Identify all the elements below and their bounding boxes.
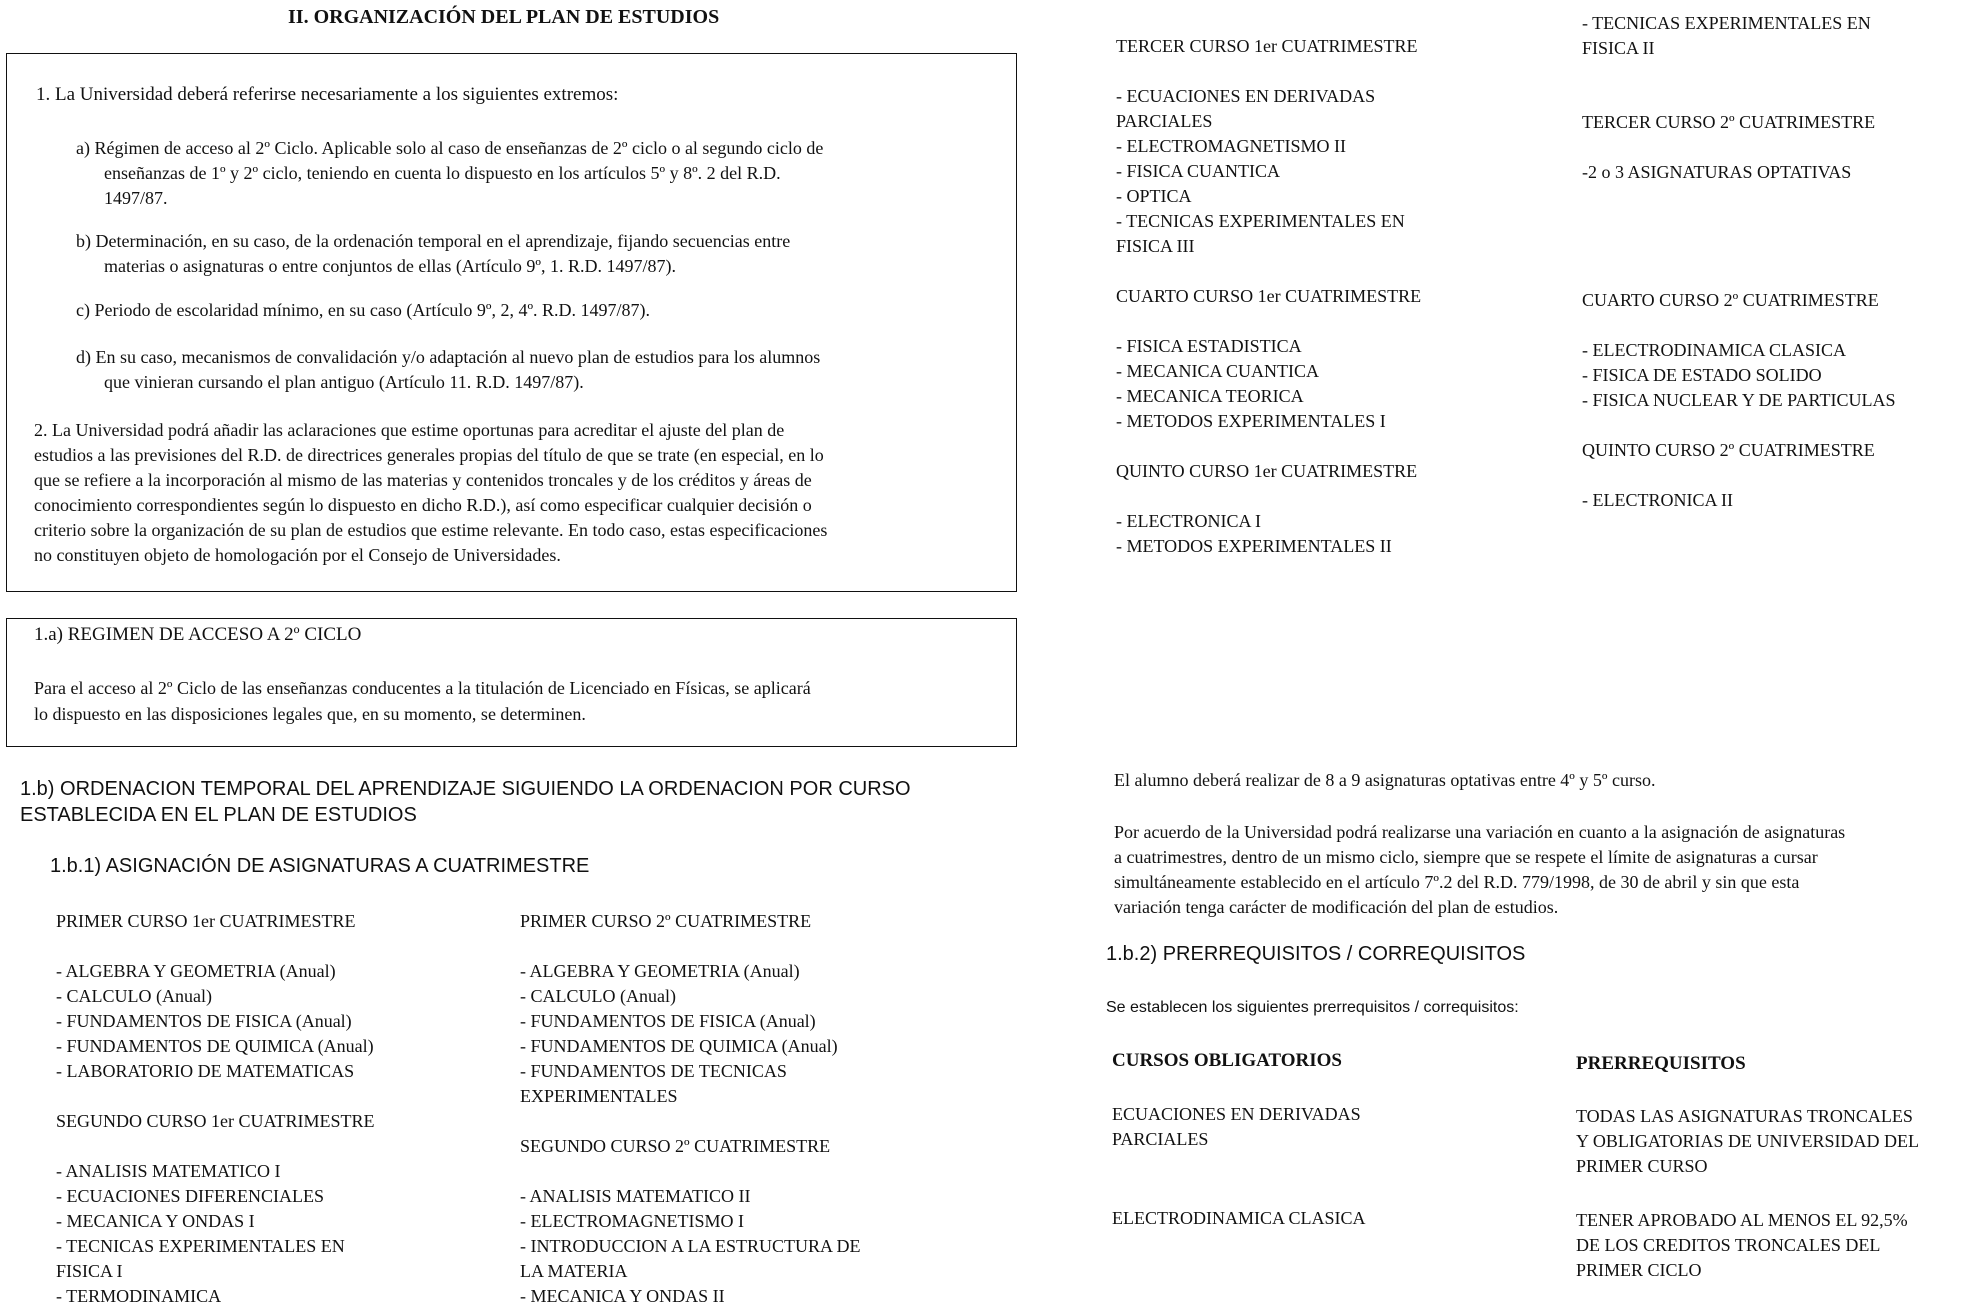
- prereq-req-line: DE LOS CREDITOS TRONCALES DEL: [1576, 1235, 1881, 1255]
- prerrequisitos-heading: 1.b.2) PRERREQUISITOS / CORREQUISITOS: [1106, 943, 1526, 965]
- course-subject: - MECANICA Y ONDAS I: [56, 1211, 255, 1231]
- instruction-item-2-line: 2. La Universidad podrá añadir las aclaraciones que estime oportunas para acreditar el ajuste del plan de: [34, 420, 785, 440]
- course-subject: PARCIALES: [1116, 111, 1213, 131]
- course-subject: - ECUACIONES EN DERIVADAS: [1116, 86, 1376, 106]
- course-heading: TERCER CURSO 2º CUATRIMESTRE: [1582, 112, 1876, 132]
- access-regime-heading: 1.a) REGIMEN DE ACCESO A 2º CICLO: [34, 624, 362, 645]
- acuerdo-paragraph: [1114, 820, 1845, 920]
- access-regime-line: Para el acceso al 2º Ciclo de las enseñanzas conducentes a la titulación de Licenciado en Físicas, se aplicará: [34, 678, 811, 698]
- prereq-req-line: TODAS LAS ASIGNATURAS TRONCALES: [1576, 1106, 1913, 1126]
- course-heading: PRIMER CURSO 2º CUATRIMESTRE: [520, 911, 812, 931]
- instruction-item-2: [34, 418, 827, 568]
- course-subject: - FISICA DE ESTADO SOLIDO: [1582, 365, 1822, 385]
- course-subject: - ALGEBRA Y GEOMETRIA (Anual): [56, 961, 336, 981]
- course-subject: - FUNDAMENTOS DE QUIMICA (Anual): [520, 1036, 838, 1056]
- instruction-a-line: a) Régimen de acceso al 2º Ciclo. Aplicable solo al caso de enseñanzas de 2º ciclo o al segundo ciclo de: [76, 138, 824, 158]
- instruction-d-line: que vinieran cursando el plan antiguo (Artículo 11. R.D. 1497/87).: [104, 372, 584, 392]
- course-heading: PRIMER CURSO 1er CUATRIMESTRE: [56, 911, 356, 931]
- course-subject: FISICA II: [1582, 38, 1655, 58]
- prereq-row-req: [1576, 1104, 1919, 1179]
- course-heading: QUINTO CURSO 2º CUATRIMESTRE: [1582, 440, 1875, 460]
- instruction-a: [76, 136, 823, 211]
- course-heading: CUARTO CURSO 2º CUATRIMESTRE: [1582, 290, 1879, 310]
- course-subject: - FUNDAMENTOS DE FISICA (Anual): [520, 1011, 816, 1031]
- prereq-row-req: [1576, 1208, 1908, 1283]
- course-heading: QUINTO CURSO 1er CUATRIMESTRE: [1116, 461, 1418, 481]
- instruction-b-line: materias o asignaturas o entre conjuntos de ellas (Artículo 9º, 1. R.D. 1497/87).: [104, 256, 676, 276]
- acuerdo-line: a cuatrimestres, dentro de un mismo ciclo, siempre que se respete el límite de asignaturas a cursar: [1114, 847, 1818, 867]
- course-subject: - METODOS EXPERIMENTALES II: [1116, 536, 1392, 556]
- course-subject: - FUNDAMENTOS DE QUIMICA (Anual): [56, 1036, 374, 1056]
- course-subject: - CALCULO (Anual): [520, 986, 676, 1006]
- instruction-item-2-line: estudios a las previsiones del R.D. de directrices generales propias del título de que se trate (en especial, en lo: [34, 445, 824, 465]
- ordenacion-heading: [20, 776, 911, 828]
- ordenacion-heading-line: 1.b) ORDENACION TEMPORAL DEL APRENDIZAJE SIGUIENDO LA ORDENACION POR CURSO: [20, 778, 911, 800]
- instruction-item-2-line: conocimiento correspondientes según lo dispuesto en dicho R.D.), así como especificar cualquier decisión o: [34, 495, 812, 515]
- course-heading: SEGUNDO CURSO 1er CUATRIMESTRE: [56, 1111, 375, 1131]
- course-subject: - FISICA CUANTICA: [1116, 161, 1281, 181]
- course-heading: SEGUNDO CURSO 2º CUATRIMESTRE: [520, 1136, 831, 1156]
- prereq-course-line: ELECTRODINAMICA CLASICA: [1112, 1208, 1366, 1228]
- acuerdo-line: simultáneamente establecido en el artículo 7º.2 del R.D. 779/1998, de 30 de abril y sin que esta: [1114, 872, 1800, 892]
- instruction-b-line: b) Determinación, en su caso, de la ordenación temporal en el aprendizaje, fijando secuencias entre: [76, 231, 791, 251]
- course-subject: - ELECTROMAGNETISMO II: [1116, 136, 1346, 156]
- course-subject: - ELECTROMAGNETISMO I: [520, 1211, 744, 1231]
- course-subject: FISICA III: [1116, 236, 1195, 256]
- course-subject: - OPTICA: [1116, 186, 1192, 206]
- course-subject: - TECNICAS EXPERIMENTALES EN: [1116, 211, 1405, 231]
- course-subject: - MECANICA CUANTICA: [1116, 361, 1320, 381]
- course-column-tercer-cuarto-quinto-1er: [1116, 34, 1421, 559]
- instruction-b: [76, 229, 790, 279]
- cursos-obligatorios-header: CURSOS OBLIGATORIOS: [1112, 1050, 1343, 1071]
- course-subject: - FISICA ESTADISTICA: [1116, 336, 1302, 356]
- course-heading: TERCER CURSO 1er CUATRIMESTRE: [1116, 36, 1418, 56]
- course-subject: - LABORATORIO DE MATEMATICAS: [56, 1061, 355, 1081]
- course-subject: - TERMODINAMICA: [56, 1286, 222, 1306]
- prereq-req-line: Y OBLIGATORIAS DE UNIVERSIDAD DEL: [1576, 1131, 1919, 1151]
- course-column-cuarto-quinto-2o: [1582, 288, 1895, 513]
- course-subject: - INTRODUCCION A LA ESTRUCTURA DE: [520, 1236, 861, 1256]
- course-subject: - MECANICA TEORICA: [1116, 386, 1304, 406]
- instruction-a-line: 1497/87.: [104, 188, 168, 208]
- prereq-row-course: [1112, 1206, 1366, 1231]
- course-subject: - ELECTRODINAMICA CLASICA: [1582, 340, 1846, 360]
- course-subject: - ELECTRONICA II: [1582, 490, 1733, 510]
- course-subject: FISICA I: [56, 1261, 123, 1281]
- instruction-item-2-line: que se refiere a la incorporación al mismo de las materias y contenidos troncales y de los créditos y áreas de: [34, 470, 812, 490]
- course-subject: - METODOS EXPERIMENTALES I: [1116, 411, 1386, 431]
- course-subject: - FISICA NUCLEAR Y DE PARTICULAS: [1582, 390, 1896, 410]
- course-column-primer-segundo-2o: [520, 909, 861, 1309]
- access-regime-line: lo dispuesto en las disposiciones legales que, en su momento, se determinen.: [34, 704, 586, 724]
- course-subject: LA MATERIA: [520, 1261, 628, 1281]
- instruction-a-line: enseñanzas de 1º y 2º ciclo, teniendo en cuenta lo dispuesto en los artículos 5º y 8º. 2 del R.D.: [104, 163, 781, 183]
- ordenacion-heading-line: ESTABLECIDA EN EL PLAN DE ESTUDIOS: [20, 804, 417, 826]
- section-title: II. ORGANIZACIÓN DEL PLAN DE ESTUDIOS: [288, 6, 720, 28]
- course-subject: - FUNDAMENTOS DE TECNICAS: [520, 1061, 787, 1081]
- instruction-d-line: d) En su caso, mecanismos de convalidación y/o adaptación al nuevo plan de estudios para los alumnos: [76, 347, 821, 367]
- course-subject: EXPERIMENTALES: [520, 1086, 678, 1106]
- course-subject: - FUNDAMENTOS DE FISICA (Anual): [56, 1011, 352, 1031]
- course-subject: - ANALISIS MATEMATICO II: [520, 1186, 751, 1206]
- acuerdo-line: variación tenga carácter de modificación del plan de estudios.: [1114, 897, 1559, 917]
- prerrequisitos-header: PRERREQUISITOS: [1576, 1053, 1746, 1074]
- prereq-req-line: PRIMER CICLO: [1576, 1260, 1702, 1280]
- course-subject: - ECUACIONES DIFERENCIALES: [56, 1186, 324, 1206]
- course-subject: - CALCULO (Anual): [56, 986, 212, 1006]
- course-subject: - ANALISIS MATEMATICO I: [56, 1161, 281, 1181]
- prereq-course-line: ECUACIONES EN DERIVADAS: [1112, 1104, 1361, 1124]
- course-column-primer-segundo-1er: [56, 909, 375, 1309]
- carryover-lines: [1582, 11, 1871, 61]
- instruction-item-1: 1. La Universidad deberá referirse necesariamente a los siguientes extremos:: [36, 84, 619, 105]
- instruction-item-2-line: no constituyen objeto de homologación por el Consejo de Universidades.: [34, 545, 561, 565]
- prereq-req-line: TENER APROBADO AL MENOS EL 92,5%: [1576, 1210, 1908, 1230]
- prereq-req-line: PRIMER CURSO: [1576, 1156, 1708, 1176]
- acuerdo-line: Por acuerdo de la Universidad podrá realizarse una variación en cuanto a la asignación de asignaturas: [1114, 822, 1846, 842]
- prerrequisitos-intro: Se establecen los siguientes prerrequisitos / correquisitos:: [1106, 999, 1519, 1016]
- asignacion-subheading: 1.b.1) ASIGNACIÓN DE ASIGNATURAS A CUATRIMESTRE: [50, 855, 590, 877]
- course-subject: -2 o 3 ASIGNATURAS OPTATIVAS: [1582, 162, 1852, 182]
- instruction-item-2-line: criterio sobre la organización de su plan de estudios que estime relevante. En todo caso, estas especificaciones: [34, 520, 828, 540]
- course-subject: - ELECTRONICA I: [1116, 511, 1261, 531]
- prereq-course-line: PARCIALES: [1112, 1129, 1209, 1149]
- course-heading: CUARTO CURSO 1er CUATRIMESTRE: [1116, 286, 1422, 306]
- course-subject: - MECANICA Y ONDAS II: [520, 1286, 725, 1306]
- instruction-c: c) Periodo de escolaridad mínimo, en su caso (Artículo 9º, 2, 4º. R.D. 1497/87).: [76, 300, 651, 320]
- course-subject: - ALGEBRA Y GEOMETRIA (Anual): [520, 961, 800, 981]
- instruction-d: [76, 345, 820, 395]
- course-subject: - TECNICAS EXPERIMENTALES EN: [1582, 13, 1871, 33]
- access-regime-text: [34, 675, 811, 727]
- course-subject: - TECNICAS EXPERIMENTALES EN: [56, 1236, 345, 1256]
- optativas-note: El alumno deberá realizar de 8 a 9 asignaturas optativas entre 4º y 5º curso.: [1114, 770, 1656, 790]
- prereq-row-course: [1112, 1102, 1361, 1152]
